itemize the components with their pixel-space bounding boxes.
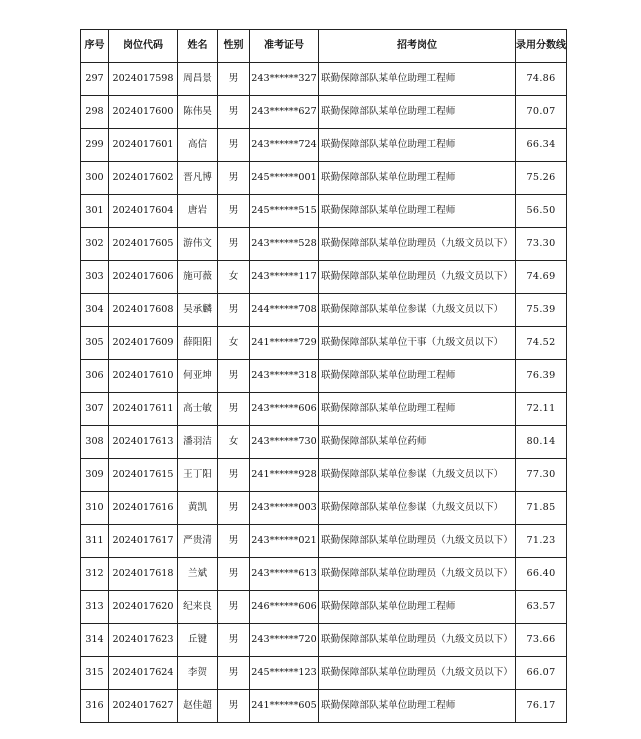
cell-gender: 男 [218,129,250,162]
cell-score: 75.39 [516,294,567,327]
cell-position: 联勤保障部队某单位助理工程师 [319,360,516,393]
cell-post-code: 2024017600 [109,96,178,129]
cell-score: 74.52 [516,327,567,360]
cell-exam-number: 243******528 [250,228,319,261]
table-row [81,195,567,228]
cell-exam-number: 241******729 [250,327,319,360]
cell-name: 丘键 [178,624,218,657]
cell-score: 76.39 [516,360,567,393]
cell-post-code: 2024017623 [109,624,178,657]
cell-exam-number: 243******606 [250,393,319,426]
table-row [81,294,567,327]
table-row [81,360,567,393]
cell-seq: 302 [81,228,109,261]
cell-seq: 297 [81,63,109,96]
cell-score: 66.34 [516,129,567,162]
cell-post-code: 2024017604 [109,195,178,228]
cell-exam-number: 243******720 [250,624,319,657]
cell-score: 73.30 [516,228,567,261]
table-row [81,690,567,723]
cell-seq: 313 [81,591,109,624]
cell-score: 66.07 [516,657,567,690]
cell-exam-number: 241******605 [250,690,319,723]
table-row [81,657,567,690]
cell-gender: 女 [218,426,250,459]
cell-post-code: 2024017616 [109,492,178,525]
cell-exam-number: 243******318 [250,360,319,393]
cell-gender: 男 [218,657,250,690]
cell-gender: 男 [218,525,250,558]
cell-seq: 310 [81,492,109,525]
table-row [81,63,567,96]
cell-gender: 男 [218,228,250,261]
header-name: 姓名 [178,30,218,63]
cell-seq: 316 [81,690,109,723]
cell-post-code: 2024017601 [109,129,178,162]
cell-score: 70.07 [516,96,567,129]
cell-name: 兰斌 [178,558,218,591]
cell-exam-number: 243******627 [250,96,319,129]
cell-exam-number: 246******606 [250,591,319,624]
cell-score: 77.30 [516,459,567,492]
admission-score-table [80,29,567,723]
cell-gender: 男 [218,492,250,525]
cell-seq: 300 [81,162,109,195]
cell-seq: 298 [81,96,109,129]
cell-position: 联勤保障部队某单位助理工程师 [319,129,516,162]
cell-exam-number: 243******327 [250,63,319,96]
cell-gender: 男 [218,360,250,393]
cell-score: 63.57 [516,591,567,624]
table-row [81,591,567,624]
cell-score: 80.14 [516,426,567,459]
cell-gender: 男 [218,558,250,591]
header-seq: 序号 [81,30,109,63]
cell-exam-number: 243******003 [250,492,319,525]
cell-seq: 309 [81,459,109,492]
table-row [81,327,567,360]
cell-name: 潘羽洁 [178,426,218,459]
cell-position: 联勤保障部队某单位助理工程师 [319,591,516,624]
cell-score: 76.17 [516,690,567,723]
cell-post-code: 2024017598 [109,63,178,96]
cell-position: 联勤保障部队某单位助理员（九级文员以下） [319,657,516,690]
cell-gender: 男 [218,162,250,195]
cell-exam-number: 245******001 [250,162,319,195]
table-row [81,492,567,525]
header-row [81,30,567,63]
table-body [81,63,567,723]
table-row [81,393,567,426]
cell-post-code: 2024017620 [109,591,178,624]
cell-name: 晋凡博 [178,162,218,195]
table-row [81,624,567,657]
cell-score: 75.26 [516,162,567,195]
cell-name: 黄凯 [178,492,218,525]
table-row [81,261,567,294]
table-row [81,162,567,195]
header-gender: 性别 [218,30,250,63]
table-row [81,96,567,129]
cell-position: 联勤保障部队某单位助理工程师 [319,195,516,228]
cell-name: 游伟文 [178,228,218,261]
cell-score: 56.50 [516,195,567,228]
cell-position: 联勤保障部队某单位助理工程师 [319,96,516,129]
cell-name: 施可薇 [178,261,218,294]
cell-seq: 315 [81,657,109,690]
cell-post-code: 2024017611 [109,393,178,426]
cell-score: 71.23 [516,525,567,558]
cell-gender: 女 [218,261,250,294]
cell-exam-number: 243******117 [250,261,319,294]
cell-score: 74.69 [516,261,567,294]
cell-seq: 299 [81,129,109,162]
cell-exam-number: 245******515 [250,195,319,228]
cell-gender: 男 [218,459,250,492]
cell-name: 纪来良 [178,591,218,624]
cell-score: 74.86 [516,63,567,96]
cell-position: 联勤保障部队某单位助理员（九级文员以下） [319,525,516,558]
cell-gender: 男 [218,624,250,657]
cell-exam-number: 241******928 [250,459,319,492]
cell-exam-number: 243******724 [250,129,319,162]
cell-seq: 303 [81,261,109,294]
cell-name: 周昌景 [178,63,218,96]
cell-position: 联勤保障部队某单位参谋（九级文员以下） [319,459,516,492]
header-position: 招考岗位 [319,30,516,63]
cell-gender: 男 [218,393,250,426]
cell-position: 联勤保障部队某单位助理员（九级文员以下） [319,624,516,657]
cell-post-code: 2024017608 [109,294,178,327]
table-row [81,426,567,459]
cell-exam-number: 244******708 [250,294,319,327]
cell-exam-number: 243******021 [250,525,319,558]
cell-post-code: 2024017618 [109,558,178,591]
cell-position: 联勤保障部队某单位干事（九级文员以下） [319,327,516,360]
cell-exam-number: 243******730 [250,426,319,459]
cell-gender: 男 [218,294,250,327]
table-row [81,228,567,261]
cell-seq: 307 [81,393,109,426]
table-row [81,525,567,558]
cell-name: 高信 [178,129,218,162]
cell-gender: 女 [218,327,250,360]
cell-name: 吴承麟 [178,294,218,327]
cell-gender: 男 [218,96,250,129]
cell-post-code: 2024017606 [109,261,178,294]
cell-seq: 314 [81,624,109,657]
header-score: 录用分数线 [516,30,567,63]
cell-post-code: 2024017602 [109,162,178,195]
table-header [81,30,567,63]
cell-gender: 男 [218,195,250,228]
cell-score: 73.66 [516,624,567,657]
cell-post-code: 2024017605 [109,228,178,261]
header-exam-number: 准考证号 [250,30,319,63]
cell-name: 陈伟昊 [178,96,218,129]
cell-exam-number: 243******613 [250,558,319,591]
cell-name: 何亚坤 [178,360,218,393]
cell-score: 66.40 [516,558,567,591]
cell-name: 高士敏 [178,393,218,426]
cell-post-code: 2024017615 [109,459,178,492]
cell-post-code: 2024017624 [109,657,178,690]
cell-score: 72.11 [516,393,567,426]
cell-gender: 男 [218,591,250,624]
cell-exam-number: 245******123 [250,657,319,690]
cell-position: 联勤保障部队某单位助理工程师 [319,63,516,96]
cell-position: 联勤保障部队某单位助理员（九级文员以下） [319,228,516,261]
cell-name: 薛阳阳 [178,327,218,360]
cell-position: 联勤保障部队某单位参谋（九级文员以下） [319,492,516,525]
cell-position: 联勤保障部队某单位助理员（九级文员以下） [319,261,516,294]
cell-post-code: 2024017610 [109,360,178,393]
cell-name: 唐岩 [178,195,218,228]
cell-name: 李贺 [178,657,218,690]
cell-seq: 312 [81,558,109,591]
cell-seq: 301 [81,195,109,228]
cell-post-code: 2024017617 [109,525,178,558]
cell-score: 71.85 [516,492,567,525]
cell-seq: 311 [81,525,109,558]
cell-position: 联勤保障部队某单位药师 [319,426,516,459]
table-row [81,459,567,492]
cell-post-code: 2024017609 [109,327,178,360]
cell-position: 联勤保障部队某单位助理工程师 [319,393,516,426]
cell-seq: 306 [81,360,109,393]
cell-name: 赵佳超 [178,690,218,723]
cell-post-code: 2024017627 [109,690,178,723]
cell-seq: 305 [81,327,109,360]
table-row [81,129,567,162]
cell-position: 联勤保障部队某单位助理工程师 [319,690,516,723]
cell-gender: 男 [218,63,250,96]
header-post-code: 岗位代码 [109,30,178,63]
table-row [81,558,567,591]
cell-post-code: 2024017613 [109,426,178,459]
cell-position: 联勤保障部队某单位助理工程师 [319,162,516,195]
cell-gender: 男 [218,690,250,723]
cell-name: 严贵清 [178,525,218,558]
cell-position: 联勤保障部队某单位助理员（九级文员以下） [319,558,516,591]
cell-name: 王丁阳 [178,459,218,492]
cell-seq: 304 [81,294,109,327]
cell-seq: 308 [81,426,109,459]
cell-position: 联勤保障部队某单位参谋（九级文员以下） [319,294,516,327]
